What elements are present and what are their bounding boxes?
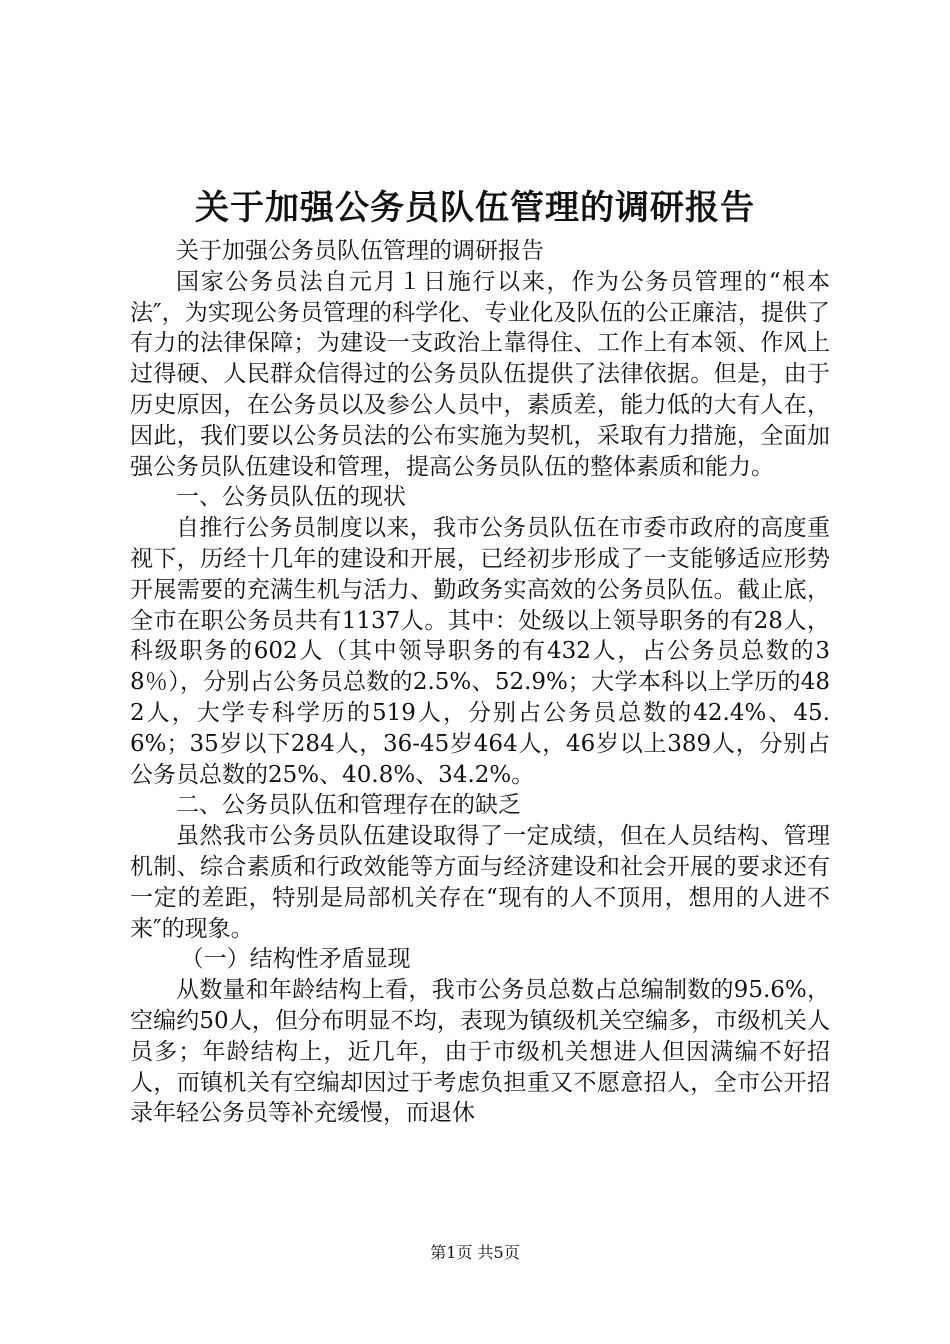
- document-title: 关于加强公务员队伍管理的调研报告: [195, 188, 755, 228]
- subsection-heading-structure: （一）结构性矛盾显现: [180, 946, 411, 973]
- page-footer: 第1页 共5页: [430, 1243, 520, 1262]
- document-body: [130, 236, 830, 1129]
- structure-paragraph: 从数量和年龄结构上看，我市公务员总数占总编制数的95.6%，空编约50人，但分布明显不均，表现为镇级机关空编多，市级机关人员多；年龄结构上，近几年，由于市级机关想进人但因满编不好招人，而镇机关有空编却因过于考虑负担重又不愿意招人，全市公开招录年轻公务员等补充缓慢，而退休: [130, 977, 830, 1127]
- intro-paragraph: 国家公务员法自元月１日施行以来，作为公务员管理的“根本法″，为实现公务员管理的科学化、专业化及队伍的公正廉洁，提供了有力的法律保障；为建设一支政治上靠得住、工作上有本领、作风上过得硬、人民群众信得过的公务员队伍提供了法律依据。但是，由于历史原因，在公务员以及参公人员中，素质差，能力低的大有人在，因此，我们要以公务员法的公布实施为契机，采取有力措施，全面加强公务员队伍建设和管理，提高公务员队伍的整体素质和能力。: [130, 268, 830, 480]
- section-heading-status: 一、公务员队伍的现状: [176, 484, 406, 511]
- section-heading-problems: 二、公务员队伍和管理存在的缺乏: [176, 792, 521, 819]
- status-paragraph: 自推行公务员制度以来，我市公务员队伍在市委市政府的高度重视下，历经十几年的建设和开展，已经初步形成了一支能够适应形势开展需要的充满生机与活力、勤政务实高效的公务员队伍。截止底，全市在职公务员共有1137人。其中：处级以上领导职务的有28人，科级职务的602人（其中领导职务的有432人，占公务员总数的38％），分别占公务员总数的2.5%、52.9%；大学本科以上学历的482人，大学专科学历的519人，分别占公务员总数的42.4%、45.6%；35岁以下284人，36-45岁464人，46岁以上389人，分别占公务员总数的25%、40.8%、34.2%。: [130, 515, 830, 788]
- subtitle-paragraph: 关于加强公务员队伍管理的调研报告: [176, 238, 544, 264]
- problems-paragraph: 虽然我市公务员队伍建设取得了一定成绩，但在人员结构、管理机制、综合素质和行政效能等方面与经济建设和社会开展的要求还有一定的差距，特别是局部机关存在“现有的人不顶用，想用的人进不来″的现象。: [130, 823, 830, 942]
